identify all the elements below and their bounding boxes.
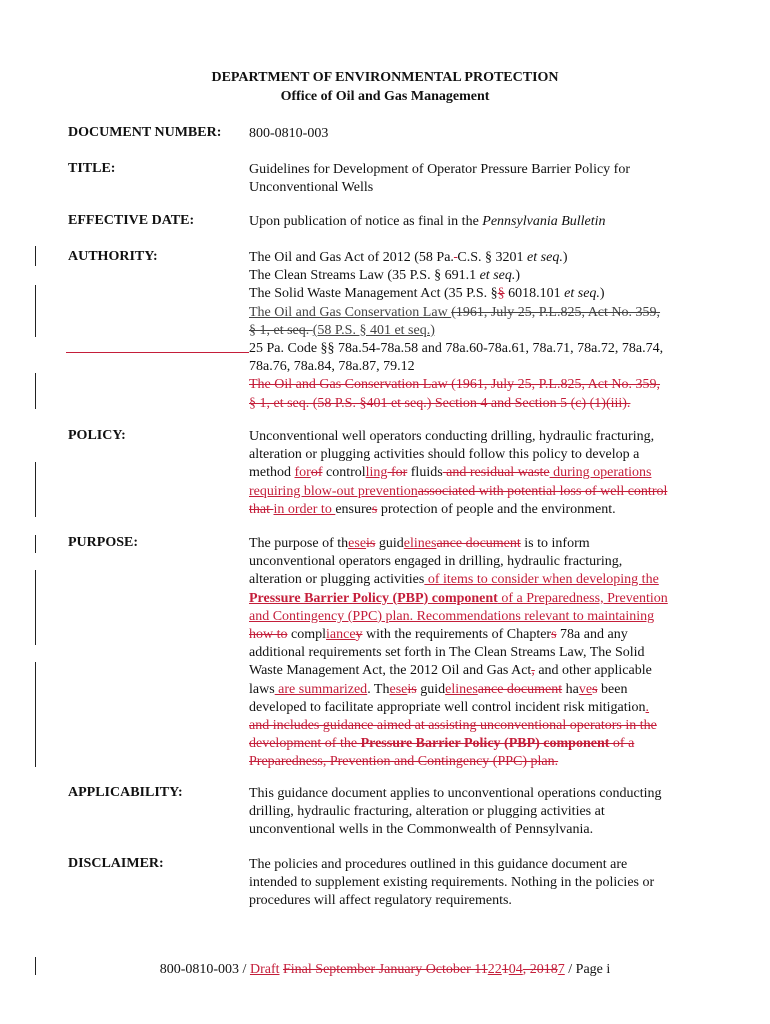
authority-deleted-line: The Oil and Gas Conservation Law (1961, July 25, P.L.825, Act No. 359, <box>249 377 661 393</box>
authority-line: The Oil and Gas Conservation Law (1961, July 25, P.L.825, Act No. 359, <box>249 304 661 320</box>
disclaimer-text: The policies and procedures outlined in this guidance document are intended to supplement existing requirements. Nothing in the policies or procedures will affect regulatory requirements. <box>249 857 655 909</box>
applicability-label: APPLICABILITY: <box>68 785 183 800</box>
office-heading: Office of Oil and Gas Management <box>280 89 490 104</box>
department-heading: DEPARTMENT OF ENVIRONMENTAL PROTECTION <box>211 70 559 85</box>
applicability-text: This guidance document applies to unconventional operations conducting drilling, hydraulic fracturing, alteration or plugging activities at unconventional wells in the Commonwealth of Pennsylvania. <box>249 786 662 838</box>
policy-label: POLICY: <box>68 428 126 443</box>
effective-date-text: Upon publication of notice as final in the <box>249 214 483 229</box>
change-bar <box>35 570 36 645</box>
change-bar <box>35 662 36 767</box>
effective-date-value <box>249 213 719 231</box>
effective-date-label: EFFECTIVE DATE: <box>68 213 195 228</box>
change-bar <box>35 462 36 517</box>
authority-label: AUTHORITY: <box>68 249 158 264</box>
title-line: Unconventional Wells <box>249 180 374 196</box>
authority-list <box>249 249 719 413</box>
purpose-label: PURPOSE: <box>68 535 138 550</box>
title-line: Guidelines for Development of Operator Pressure Barrier Policy for <box>249 162 630 177</box>
document-number-label: DOCUMENT NUMBER: <box>68 125 222 140</box>
authority-line: The Oil and Gas Act of 2012 (58 Pa. C.S. § 3201 et seq.) <box>249 250 568 265</box>
authority-line: The Solid Waste Management Act (35 P.S. §§ 6018.101 et seq.) <box>249 286 605 302</box>
authority-line: 78a.76, 78a.84, 78a.87, 79.12 <box>249 359 415 375</box>
authority-line: The Clean Streams Law (35 P.S. § 691.1 et seq.) <box>249 268 521 284</box>
authority-deleted-line: § 1, et seq. (58 P.S. §401 et seq.) Section 4 and Section 5 (c) (1)(iii). <box>249 395 631 411</box>
disclaimer-label: DISCLAIMER: <box>68 856 164 871</box>
document-number-value: 800-0810-003 <box>249 126 329 141</box>
policy-text: Unconventional well operators conducting drilling, hydraulic fracturing, alteration or plugging activities should follow this policy to develop a method forof controlling for fluids and residual waste during operations requiring blow-out preventionassociated with potential loss of well control that in order to ensures protection of people and the environment. <box>249 429 668 517</box>
authority-line: 25 Pa. Code §§ 78a.54-78a.58 and 78a.60-78a.61, 78a.71, 78a.72, 78a.74, <box>249 340 664 356</box>
change-bar <box>35 246 36 266</box>
purpose-text: The purpose of theseis guidelinesance document is to inform unconventional operators engaged in drilling, hydraulic fracturing, alteration or plugging activities of items to consider when developing the Pressure Barrier Policy (PBP) component of a Preparedness, Prevention and Contingency (PPC) plan. Recommendations relevant to maintaining how to compliancey with the requirements of Chapters 78a and any additional requirements set forth in The Clean Streams Law, The Solid Waste Management Act, the 2012 Oil and Gas Act, and other applicable laws are summarized. Theseis guidelinesance document haves been developed to facilitate appropriate well control incident risk mitigation. and includes guidance aimed at assisting unconventional operators in the development of the Pressure Barrier Policy (PBP) component of a Preparedness, Prevention and Contingency (PPC) plan. <box>249 536 668 770</box>
change-bar <box>35 373 36 409</box>
effective-date-publication: Pennsylvania Bulletin <box>482 214 606 229</box>
title-value <box>249 161 719 197</box>
page-footer: 800-0810-003 / Draft Final September January October 1122104, 20187 / Page i <box>159 962 611 977</box>
change-bar <box>35 535 36 553</box>
authority-line: § 1, et seq. (58 P.S. § 401 et seq.) <box>249 322 435 338</box>
title-label: TITLE: <box>68 161 116 176</box>
deletion-line <box>66 352 249 353</box>
change-bar <box>35 285 36 337</box>
